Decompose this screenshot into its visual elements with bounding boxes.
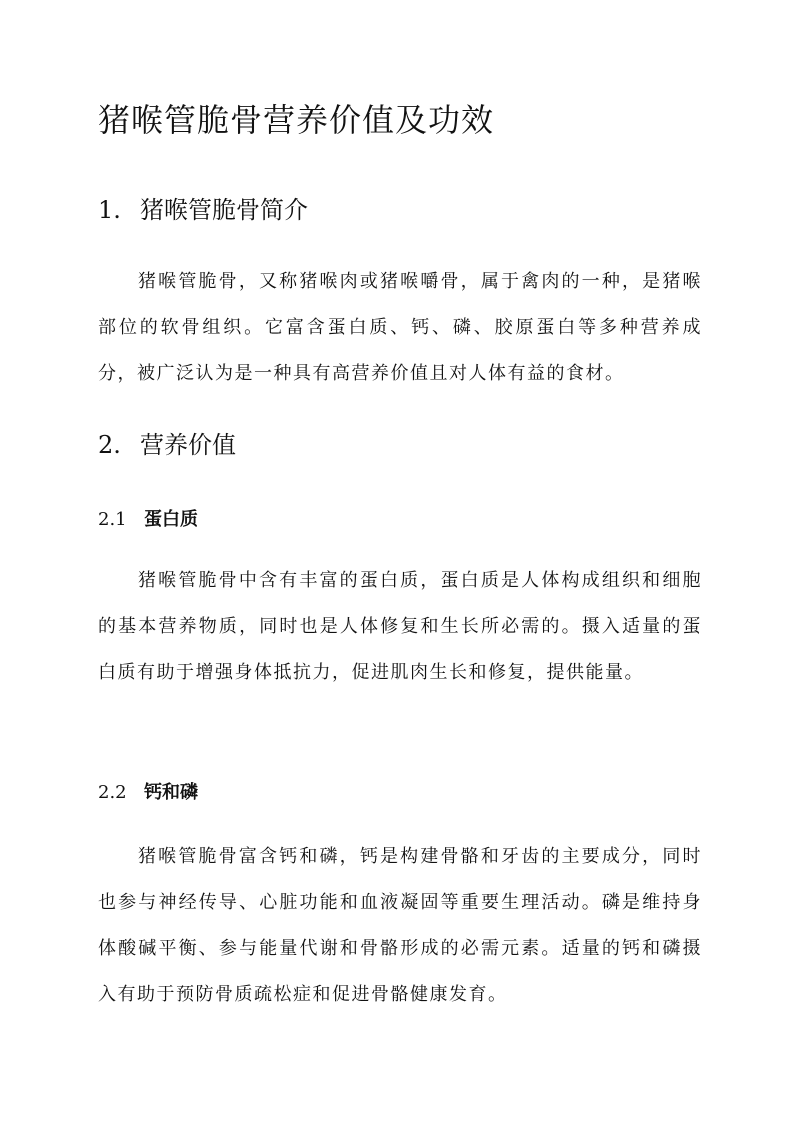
subsection-heading-text: 钙和磷 — [144, 782, 198, 803]
subsection-heading-text: 蛋白质 — [144, 509, 198, 530]
section-1-paragraph: 猪喉管脆骨，又称猪喉肉或猪喉嚼骨，属于禽肉的一种，是猪喉部位的软骨组织。它富含蛋白质、钙、磷、胶原蛋白等多种营养成分，被广泛认为是一种具有高营养价值且对人体有益的食材。 — [98, 271, 702, 384]
section-number: 1. — [98, 196, 121, 224]
subsection-number: 2.1 — [98, 509, 127, 530]
subsection-2-1-paragraph: 猪喉管脆骨中含有丰富的蛋白质，蛋白质是人体构成组织和细胞的基本营养物质，同时也是人体修复和生长所必需的。摄入适量的蛋白质有助于增强身体抵抗力，促进肌肉生长和修复，提供能量。 — [98, 570, 702, 683]
section-1-heading — [98, 193, 308, 227]
subsection-number: 2.2 — [98, 782, 127, 803]
section-2-heading — [98, 428, 236, 462]
subsection-2-1-heading — [98, 507, 198, 533]
section-heading-text: 营养价值 — [140, 431, 236, 459]
section-number: 2. — [98, 431, 121, 459]
subsection-2-2-paragraph: 猪喉管脆骨富含钙和磷，钙是构建骨骼和牙齿的主要成分，同时也参与神经传导、心脏功能和血液凝固等重要生理活动。磷是维持身体酸碱平衡、参与能量代谢和骨骼形成的必需元素。适量的钙和磷摄入有助于预防骨质疏松症和促进骨骼健康发育。 — [98, 846, 702, 1005]
subsection-2-2-heading — [98, 780, 198, 806]
section-heading-text: 猪喉管脆骨简介 — [140, 196, 308, 224]
document-title: 猪喉管脆骨营养价值及功效 — [98, 101, 495, 139]
